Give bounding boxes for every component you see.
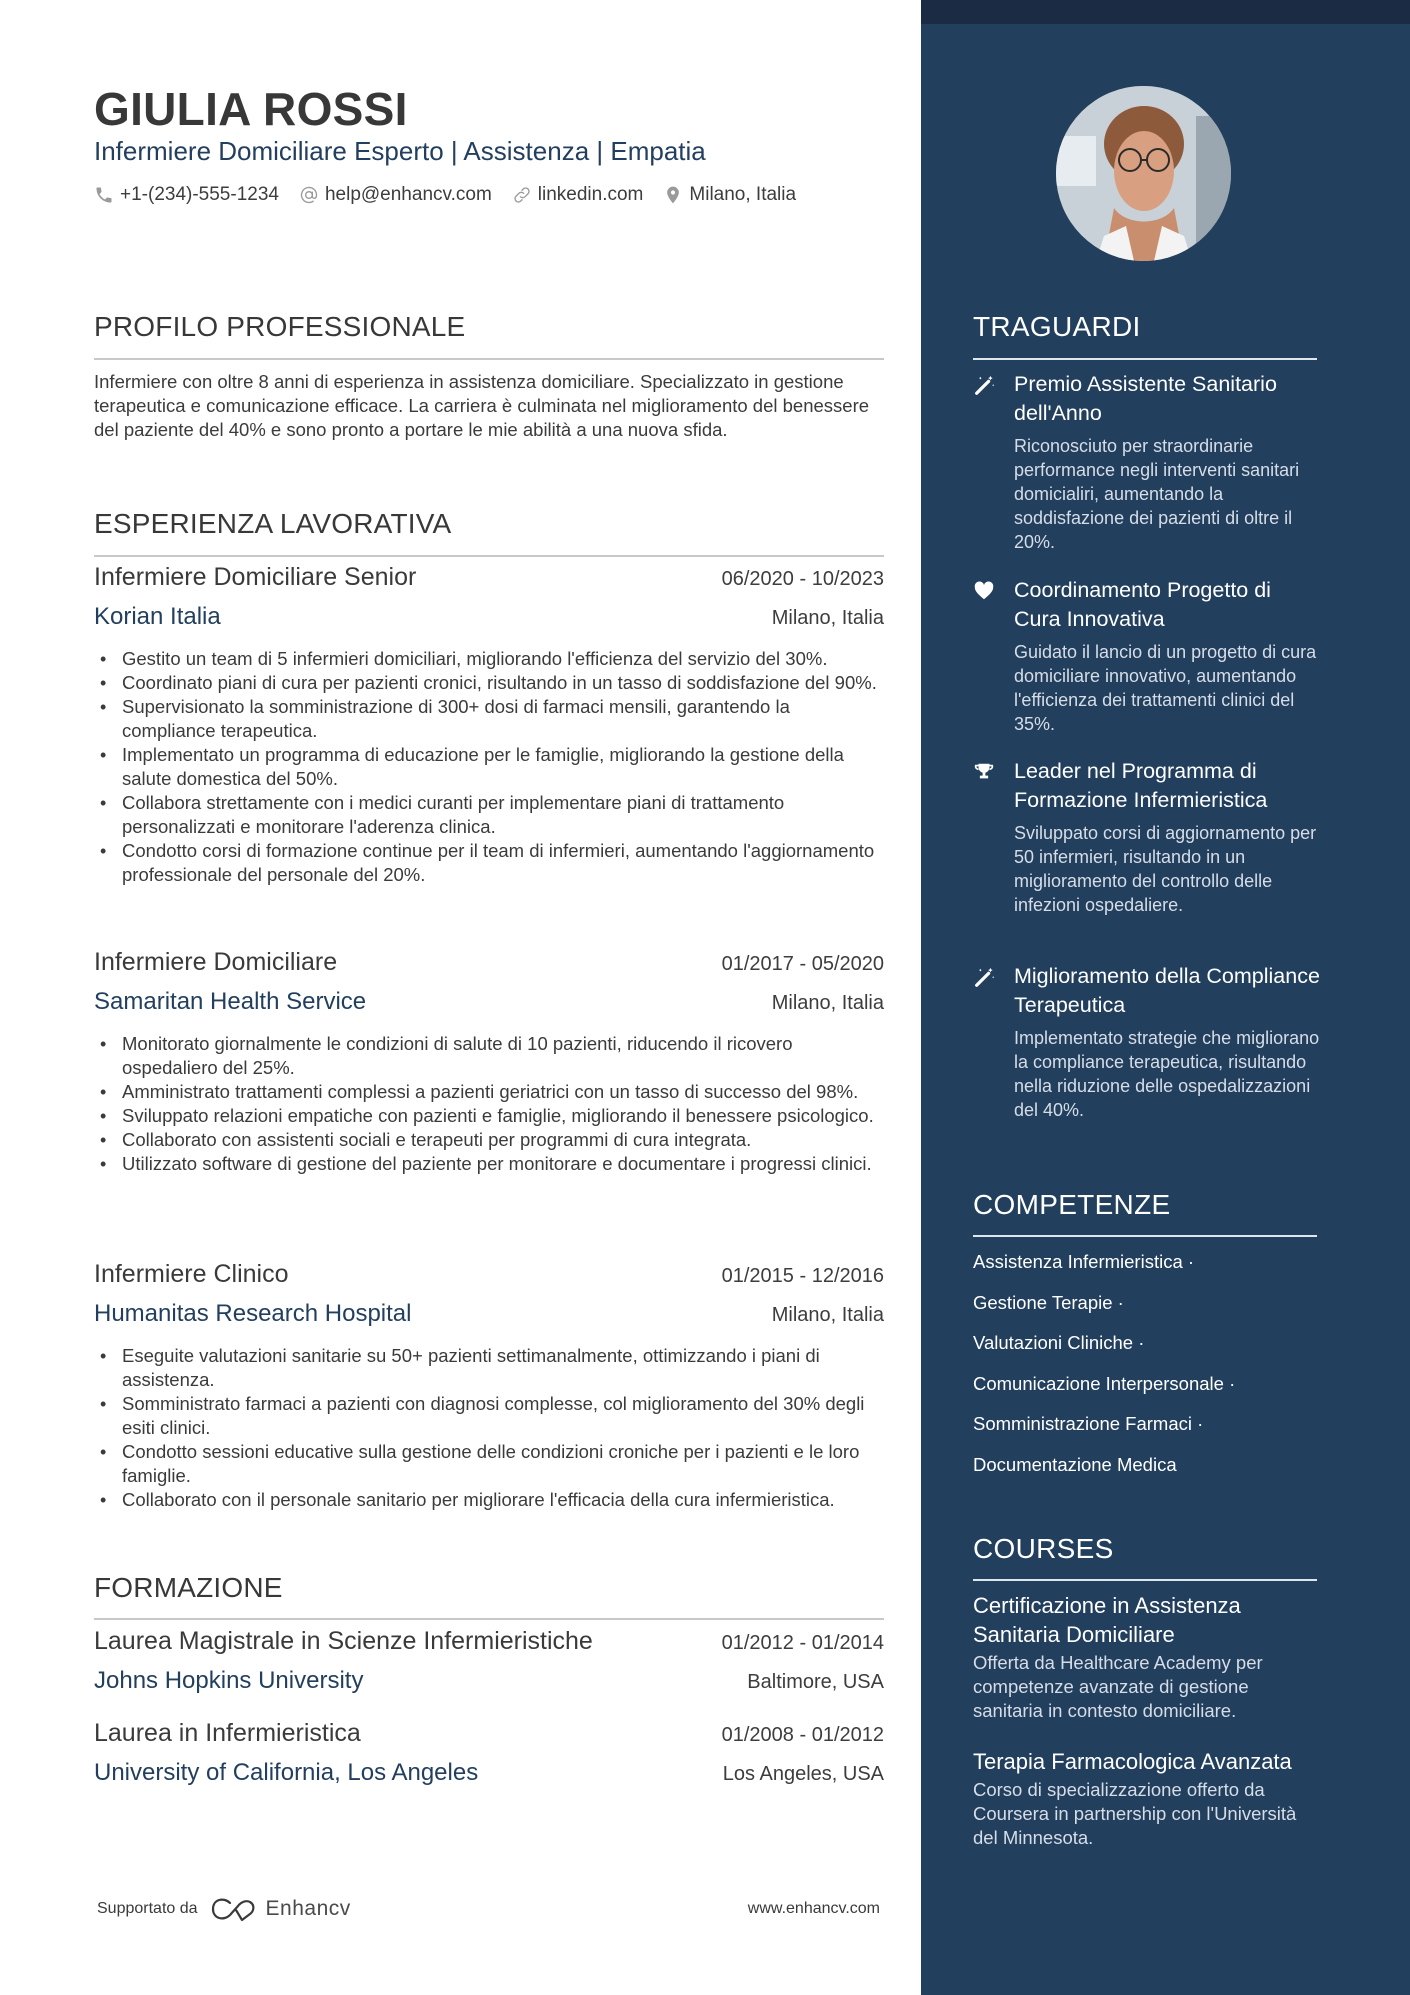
contact-bar: [94, 184, 816, 206]
website-link[interactable]: www.enhancv.com: [747, 1900, 880, 1917]
contact-phone-text: +1-(234)-555-1234: [120, 184, 279, 205]
job-title: Infermiere Domiciliare Senior: [94, 563, 417, 591]
bullet-item: • Utilizzato software di gestione del paziente per monitorare e documentare i progressi clinici.: [94, 1152, 884, 1176]
skill-item: Valutazioni Cliniche ·: [973, 1332, 1145, 1353]
heart-icon: [973, 580, 995, 602]
contact-location: [663, 184, 796, 206]
bullet-item: • Collaborato con assistenti sociali e terapeuti per programmi di cura integrata.: [94, 1128, 884, 1152]
achievement-description: Riconosciuto per straordinarie performance negli interventi sanitari domicialiri, aumentando la soddisfazione dei pazienti di oltre il 20%.: [1014, 436, 1300, 552]
bullet-item: • Somministrato farmaci a pazienti con diagnosi complesse, col miglioramento del 30% degli esiti clinici.: [94, 1392, 884, 1440]
school-location: Los Angeles, USA: [722, 1763, 884, 1785]
achievement-title: Coordinamento Progetto di Cura Innovativa: [1014, 578, 1271, 631]
job-bullets: [94, 1032, 884, 1176]
enhancv-brand[interactable]: Enhancv: [265, 1897, 351, 1920]
experience-entry: [94, 948, 884, 1176]
company-name: Samaritan Health Service: [94, 988, 367, 1015]
section-divider: [973, 1579, 1317, 1581]
link-icon: [512, 185, 532, 205]
contact-email[interactable]: [299, 184, 492, 206]
degree-title: Laurea Magistrale in Scienze Infermieristiche: [94, 1627, 593, 1655]
section-title-skills: COMPETENZE: [973, 1189, 1171, 1220]
school-location: Baltimore, USA: [747, 1671, 884, 1693]
job-dates: 01/2015 - 12/2016: [721, 1265, 884, 1287]
trophy-icon: [973, 761, 995, 783]
bullet-item: • Sviluppato relazioni empatiche con pazienti e famiglie, migliorando il benessere psicologico.: [94, 1104, 884, 1128]
sidebar-top-bar: [921, 0, 1410, 24]
footer: [97, 1896, 880, 1922]
job-location: Milano, Italia: [771, 1304, 884, 1326]
skill-item: Comunicazione Interpersonale ·: [973, 1372, 1236, 1394]
achievement-item: [973, 962, 1323, 1122]
skill-item: Gestione Terapie ·: [973, 1291, 1124, 1313]
course-item: [973, 1747, 1323, 1850]
profile-summary: Infermiere con oltre 8 anni di esperienza in assistenza domiciliare. Specializzato in gestione terapeutica e comunicazione efficace. La carriera è culminata nel miglioramento del benessere del paziente del 40% e sono pronto a portare le mie abilità a una nuova sfida.: [94, 371, 870, 440]
contact-phone[interactable]: [94, 184, 279, 206]
contact-linkedin[interactable]: [512, 184, 644, 206]
job-title: Infermiere Clinico: [94, 1260, 289, 1288]
education-dates: 01/2008 - 01/2012: [721, 1724, 884, 1746]
section-divider: [94, 1618, 884, 1620]
job-title: Infermiere Domiciliare: [94, 948, 338, 976]
magic-wand-icon: [973, 374, 995, 396]
experience-entry: [94, 1260, 884, 1512]
contact-email-text: help@enhancv.com: [324, 184, 492, 205]
job-location: Milano, Italia: [771, 607, 884, 629]
course-description: Offerta da Healthcare Academy per competenze avanzate di gestione sanitaria in contesto domiciliare.: [973, 1652, 1263, 1721]
contact-linkedin-text: linkedin.com: [537, 184, 644, 205]
section-divider: [973, 358, 1317, 360]
bullet-item: • Amministrato trattamenti complessi a pazienti geriatrici con un tasso di successo del 98%.: [94, 1080, 884, 1104]
degree-title: Laurea in Infermieristica: [94, 1719, 361, 1747]
school-name: University of California, Los Angeles: [94, 1759, 479, 1786]
achievement-title: Premio Assistente Sanitario dell'Anno: [1014, 372, 1277, 425]
bullet-item: • Supervisionato la somministrazione di 300+ dosi di farmaci mensili, garantendo la compliance terapeutica.: [94, 695, 884, 743]
skill-item: Somministrazione Farmaci ·: [973, 1413, 1204, 1434]
sidebar: [921, 0, 1410, 1995]
course-item: [973, 1591, 1323, 1723]
profile-photo: [1056, 86, 1231, 261]
section-title-experience: ESPERIENZA LAVORATIVA: [94, 508, 452, 539]
candidate-name: GIULIA ROSSI: [94, 83, 408, 135]
bullet-item: • Collaborato con il personale sanitario per migliorare l'efficacia della cura infermieristica.: [94, 1488, 884, 1512]
course-description: Corso di specializzazione offerto da Coursera in partnership con l'Università del Minnesota.: [973, 1779, 1297, 1848]
section-divider: [973, 1235, 1317, 1237]
bullet-item: • Monitorato giornalmente le condizioni di salute di 10 pazienti, riducendo il ricovero ospedaliero del 25%.: [94, 1032, 884, 1080]
section-title-profile: PROFILO PROFESSIONALE: [94, 311, 466, 342]
bullet-item: • Condotto sessioni educative sulla gestione delle condizioni croniche per i pazienti e le loro famiglie.: [94, 1440, 884, 1488]
achievement-description: Guidato il lancio di un progetto di cura domiciliare innovativo, aumentando l'efficienza dei trattamenti clinici del 35%.: [1014, 642, 1317, 734]
school-name: Johns Hopkins University: [94, 1667, 364, 1694]
candidate-headline: Infermiere Domiciliare Esperto | Assistenza | Empatia: [94, 136, 706, 166]
education-entry: [94, 1627, 884, 1707]
supported-by-label: Supportato da: [97, 1900, 198, 1917]
company-name: Humanitas Research Hospital: [94, 1300, 412, 1327]
bullet-item: • Condotto corsi di formazione continue per il team di infermieri, aumentando l'aggiornamento professionale del personale del 20%.: [94, 839, 884, 887]
achievement-item: [973, 370, 1323, 554]
skill-item: Assistenza Infermieristica ·: [973, 1251, 1195, 1272]
achievement-item: [973, 576, 1323, 736]
bullet-item: • Gestito un team di 5 infermieri domiciliari, migliorando l'efficienza del servizio del 30%.: [94, 647, 884, 671]
powered-by: [97, 1896, 351, 1922]
achievement-item: [973, 757, 1323, 917]
company-name: Korian Italia: [94, 603, 221, 630]
section-divider: [94, 555, 884, 557]
bullet-item: • Implementato un programma di educazione per le famiglie, migliorando la gestione della salute domestica del 50%.: [94, 743, 884, 791]
job-dates: 06/2020 - 10/2023: [721, 568, 884, 590]
at-icon: [299, 185, 319, 205]
bullet-item: • Coordinato piani di cura per pazienti cronici, risultando in un tasso di soddisfazione del 90%.: [94, 671, 884, 695]
job-location: Milano, Italia: [771, 992, 884, 1014]
bullet-item: • Collabora strettamente con i medici curanti per implementare piani di trattamento personalizzati e monitorare l'aderenza clinica.: [94, 791, 884, 839]
achievement-title: Miglioramento della Compliance Terapeutica: [1014, 964, 1320, 1017]
enhancv-logo-icon: [210, 1896, 258, 1922]
bullet-item: • Eseguite valutazioni sanitarie su 50+ pazienti settimanalmente, ottimizzando i piani di assistenza.: [94, 1344, 884, 1392]
achievement-description: Sviluppato corsi di aggiornamento per 50 infermieri, risultando in un miglioramento del controllo delle infezioni ospedaliere.: [1014, 823, 1317, 915]
job-bullets: [94, 647, 884, 887]
achievement-description: Implementato strategie che migliorano la compliance terapeutica, risultando nella riduzione delle ospedalizzazioni del 40%.: [1014, 1028, 1320, 1120]
course-title: Terapia Farmacologica Avanzata: [973, 1749, 1292, 1774]
contact-location-text: Milano, Italia: [689, 184, 797, 205]
course-title: Certificazione in Assistenza Sanitaria Domiciliare: [973, 1593, 1241, 1647]
section-divider: [94, 358, 884, 360]
experience-entry: [94, 563, 884, 887]
skills-list: [973, 1250, 1323, 1493]
skill-item: Documentazione Medica: [973, 1453, 1177, 1475]
location-pin-icon: [663, 185, 683, 205]
section-title-courses: COURSES: [973, 1533, 1114, 1564]
phone-icon: [94, 185, 114, 205]
magic-wand-icon: [973, 966, 995, 988]
education-entry: [94, 1719, 884, 1799]
education-dates: 01/2012 - 01/2014: [721, 1632, 884, 1654]
portrait-image: [1056, 86, 1231, 261]
section-title-education: FORMAZIONE: [94, 1572, 283, 1603]
section-title-achievements: TRAGUARDI: [973, 311, 1141, 342]
job-bullets: [94, 1344, 884, 1512]
achievement-title: Leader nel Programma di Formazione Infermieristica: [1014, 759, 1268, 812]
job-dates: 01/2017 - 05/2020: [721, 953, 884, 975]
